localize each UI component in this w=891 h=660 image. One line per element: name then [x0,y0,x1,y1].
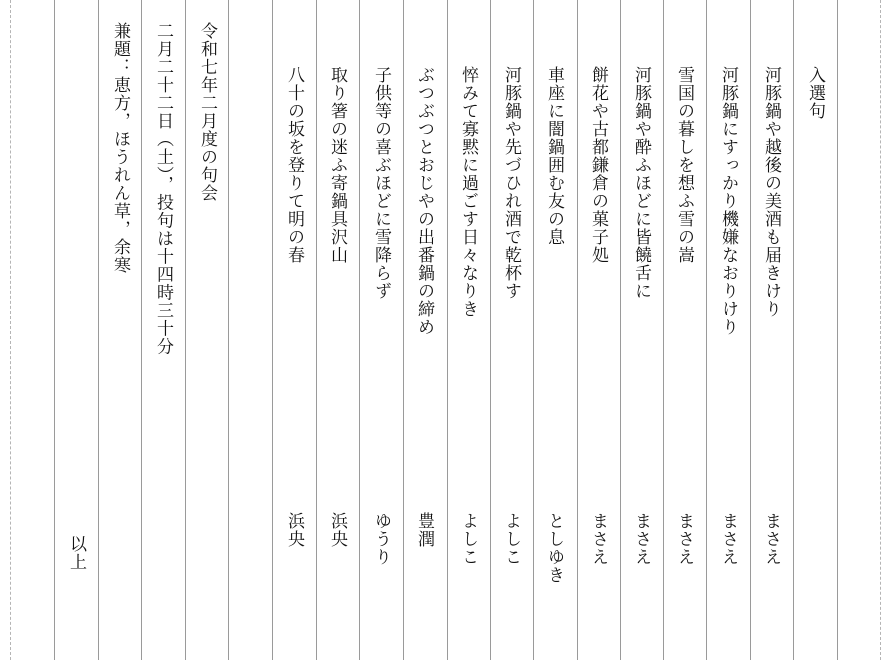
section-heading: 入選句 [805,66,825,120]
haiku-author: 浜央 [327,512,347,548]
column-rule [359,0,360,660]
haiku-author: 浜央 [284,512,304,548]
haiku-author: 豊潤 [414,512,434,548]
column-rule [706,0,707,660]
haiku-author: まさえ [718,512,738,566]
haiku-text: 車座に闇鍋囲む友の息 [544,66,564,246]
haiku-text: 河豚鍋にすっかり機嫌なおりけり [718,66,738,336]
column-rule [793,0,794,660]
column-rule [272,0,273,660]
closing-mark: 以上 [66,535,86,571]
column-rule [620,0,621,660]
haiku-text: 河豚鍋や酔ふほどに皆饒舌に [631,66,651,300]
haiku-author: よしこ [501,512,521,566]
meeting-date-line: 二月二十二日（土），投句は十四時三十分 [153,22,173,356]
column-rule [54,0,55,660]
haiku-author: まさえ [761,512,781,566]
next-meeting-heading: 令和七年二月度の句会 [197,22,217,202]
column-rule [577,0,578,660]
haiku-text: 河豚鍋や先づひれ酒で乾杯す [501,66,521,300]
haiku-author: まさえ [588,512,608,566]
meeting-topics: 兼題：恵方，ほうれん草，余寒 [110,22,130,274]
column-rule [403,0,404,660]
column-rule [750,0,751,660]
haiku-author: としゆき [544,512,564,584]
column-rule [447,0,448,660]
haiku-author: よしこ [458,512,478,566]
haiku-text: 子供等の喜ぶほどに雪降らず [371,66,391,300]
haiku-text: ぶつぶつとおじやの出番鍋の締め [414,66,434,336]
haiku-author: まさえ [631,512,651,566]
column-rule [141,0,142,660]
haiku-text: 悴みて寡黙に過ごす日々なりき [458,66,478,318]
column-rule [316,0,317,660]
column-rule [185,0,186,660]
haiku-text: 餅花や古都鎌倉の菓子処 [588,66,608,264]
column-rule [490,0,491,660]
column-rule [837,0,838,660]
column-rule [880,0,881,660]
haiku-text: 河豚鍋や越後の美酒も届きけり [761,66,781,318]
haiku-author: ゆうり [371,512,391,566]
column-rule [663,0,664,660]
haiku-text: 取り箸の迷ふ寄鍋具沢山 [327,66,347,264]
column-rule [98,0,99,660]
haiku-author: まさえ [674,512,694,566]
column-rule [10,0,11,660]
haiku-text: 雪国の暮しを想ふ雪の嵩 [674,66,694,264]
column-rule [228,0,229,660]
haiku-text: 八十の坂を登りて明の春 [284,66,304,264]
column-rule [533,0,534,660]
